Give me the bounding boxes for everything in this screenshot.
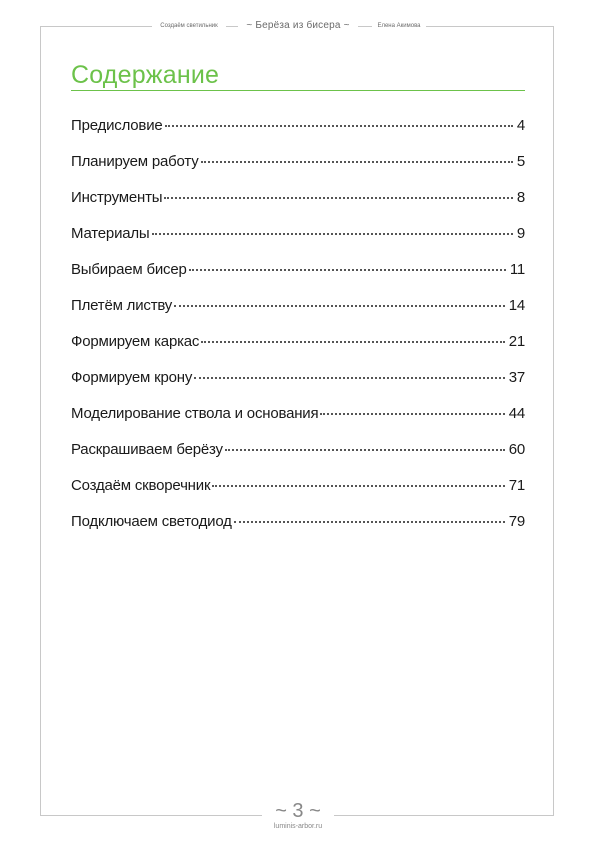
toc-entry[interactable] <box>71 112 525 148</box>
header-left-text: Создаём светильник <box>152 20 226 32</box>
toc-entry[interactable] <box>71 508 525 544</box>
dot-leader <box>164 197 513 199</box>
dot-leader <box>189 269 506 271</box>
toc-entry[interactable] <box>71 364 525 400</box>
footer-site-url: luminis-arbor.ru <box>273 823 323 830</box>
toc-entry[interactable] <box>71 436 525 472</box>
toc-entry-label: Инструменты <box>71 189 163 206</box>
toc-entry[interactable] <box>71 148 525 184</box>
toc-entry-page: 44 <box>508 405 525 422</box>
toc-entry[interactable] <box>71 328 525 364</box>
title-underline <box>71 90 525 91</box>
toc-entry-label: Раскрашиваем берёзу <box>71 441 223 458</box>
toc-entry-page: 79 <box>508 513 525 530</box>
dot-leader <box>165 125 513 127</box>
toc-entry-label: Материалы <box>71 225 150 242</box>
page-title: Содержание <box>71 61 220 89</box>
dot-leader <box>234 521 505 523</box>
toc-entry[interactable] <box>71 400 525 436</box>
toc-entry-label: Плетём листву <box>71 297 173 314</box>
dot-leader <box>320 413 504 415</box>
toc-entry-page: 60 <box>508 441 525 458</box>
dot-leader <box>201 341 504 343</box>
toc-entry-label: Выбираем бисер <box>71 261 187 278</box>
toc-entry-label: Моделирование ствола и основания <box>71 405 319 422</box>
toc-entry-page: 11 <box>509 261 525 278</box>
toc-entry-label: Формируем каркас <box>71 333 200 350</box>
toc-entry-page: 14 <box>508 297 525 314</box>
toc-entry[interactable] <box>71 256 525 292</box>
dot-leader <box>212 485 504 487</box>
toc-entry[interactable] <box>71 472 525 508</box>
dot-leader <box>225 449 505 451</box>
dot-leader <box>174 305 505 307</box>
toc-entry[interactable] <box>71 220 525 256</box>
toc-entry-page: 4 <box>516 117 525 134</box>
toc-entry[interactable] <box>71 184 525 220</box>
toc-entry-page: 9 <box>516 225 525 242</box>
toc-entry-page: 37 <box>508 369 525 386</box>
table-of-contents <box>71 112 525 544</box>
dot-leader <box>152 233 513 235</box>
footer-page-number: ~ 3 ~ <box>262 800 334 822</box>
toc-entry-page: 5 <box>516 153 525 170</box>
dot-leader <box>194 377 505 379</box>
toc-entry-page: 71 <box>508 477 525 494</box>
toc-entry-label: Подключаем светодиод <box>71 513 232 530</box>
dot-leader <box>201 161 513 163</box>
header-book-title: ~ Берёза из бисера ~ <box>238 20 358 32</box>
toc-entry-label: Создаём скворечник <box>71 477 211 494</box>
toc-entry-page: 21 <box>508 333 525 350</box>
header-author: Елена Акимова <box>372 20 426 32</box>
toc-entry-label: Предисловие <box>71 117 163 134</box>
toc-entry[interactable] <box>71 292 525 328</box>
toc-entry-label: Формируем крону <box>71 369 193 386</box>
toc-entry-page: 8 <box>516 189 525 206</box>
toc-entry-label: Планируем работу <box>71 153 199 170</box>
